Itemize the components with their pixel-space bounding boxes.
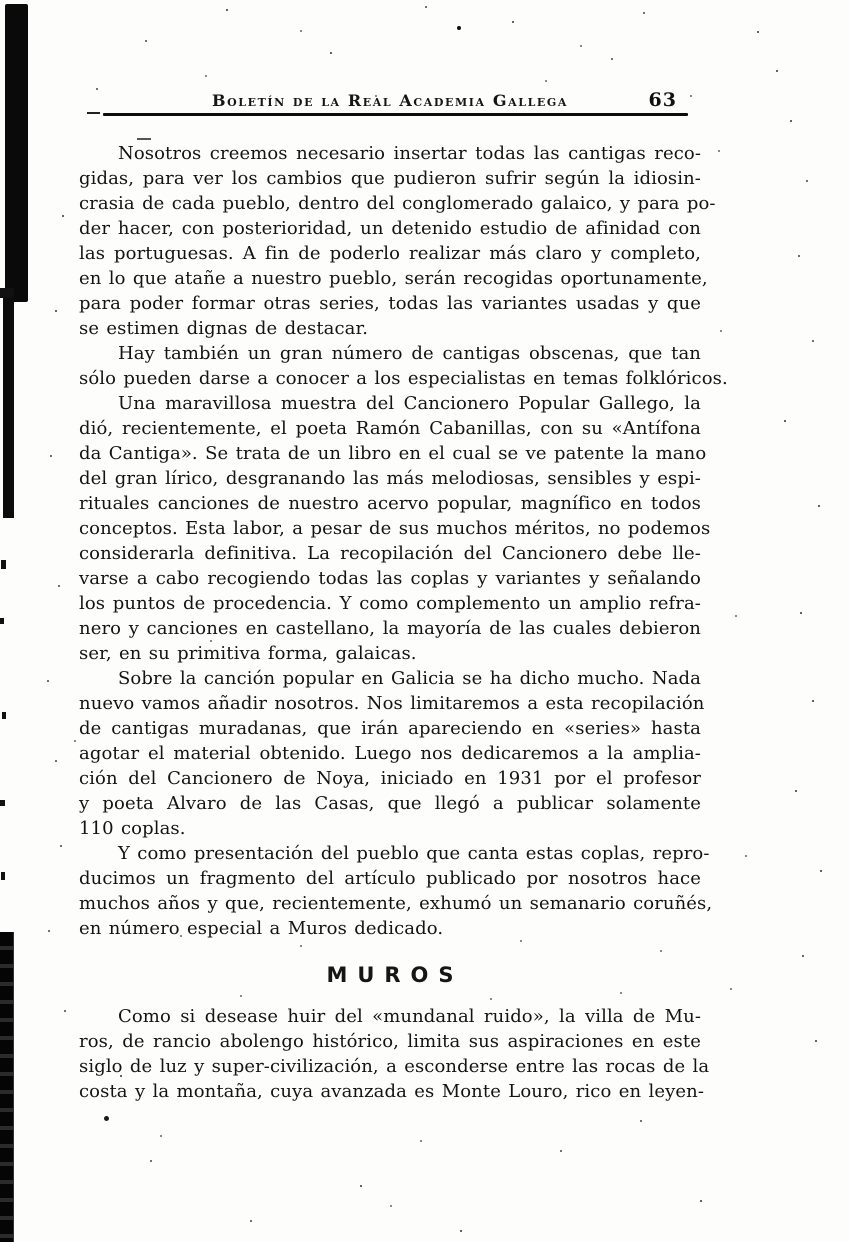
text-line: Como si desease huir del «mundanal ruido», la villa de Mu-	[118, 1006, 701, 1027]
paragraph	[79, 841, 713, 941]
page-number: 63	[648, 89, 677, 111]
text-line: Nosotros creemos necesario insertar todas las cantigas reco-	[118, 143, 701, 164]
scan-mark	[0, 288, 14, 298]
text-line: del gran lírico, desgranando las más melodiosas, sensibles y espi-	[79, 468, 701, 489]
text-line: ción del Cancionero de Noya, iniciado en 1931 por el profesor	[79, 768, 701, 789]
text-line: ros, de rancio abolengo histórico, limita sus aspiraciones en este	[79, 1031, 701, 1052]
text-line: en lo que atañe a nuestro pueblo, serán recogidas oportunamente,	[79, 268, 708, 289]
paragraph	[79, 666, 705, 841]
text-line: los puntos de procedencia. Y como complemento un amplio refra-	[79, 593, 701, 614]
text-line: nuevo vamos añadir nosotros. Nos limitaremos a esta recopilación	[79, 693, 705, 714]
journal-title: Boletín de la Real Academia Gallega	[211, 91, 569, 110]
paragraph	[79, 141, 716, 341]
scan-mark	[1, 872, 5, 880]
scan-mark	[137, 138, 151, 140]
text-line: rituales canciones de nuestro acervo popular, magnífico en todos	[79, 493, 701, 514]
text-line: muchos años y que, recientemente, exhumó un semanario coruñés,	[79, 893, 713, 914]
text-line: ser, en su primitiva forma, galaicas.	[79, 643, 417, 664]
text-line: nero y canciones en castellano, la mayoría de las cuales debieron	[79, 618, 701, 639]
text-line: considerarla definitiva. La recopilación del Cancionero debe lle-	[79, 543, 701, 564]
text-line: costa y la montaña, cuya avanzada es Monte Louro, rico en leyen-	[79, 1081, 705, 1102]
paragraph	[79, 341, 728, 391]
text-line: Hay también un gran número de cantigas obscenas, que tan	[118, 343, 701, 364]
text-line: se estimen dignas de destacar.	[79, 318, 369, 339]
paragraph	[79, 391, 711, 666]
text-line: siglo de luz y super-civilización, a esconderse entre las rocas de la	[79, 1056, 710, 1077]
header-rule-dash	[87, 112, 100, 114]
text-line: dió, recientemente, el poeta Ramón Cabanillas, con su «Antífona	[79, 418, 701, 439]
running-header	[79, 91, 701, 113]
section-heading-muros: MUROS	[326, 962, 464, 987]
text-line: der hacer, con posterioridad, un detenido estudio de afinidad con	[79, 218, 701, 239]
text-line: sólo pueden darse a conocer a los especialistas en temas folklóricos.	[79, 368, 728, 389]
binding-shadow-artifact	[3, 296, 14, 518]
text-line: varse a cabo recogiendo todas las coplas y variantes y señalando	[79, 568, 701, 589]
text-line: de cantigas muradanas, que irán apareciendo en «series» hasta	[79, 718, 701, 739]
text-line: en número especial a Muros dedicado.	[79, 918, 444, 939]
binding-shadow-artifact	[0, 932, 14, 1242]
scan-mark	[2, 712, 6, 719]
paragraph	[79, 1004, 710, 1104]
text-line: Una maravillosa muestra del Cancionero Popular Gallego, la	[118, 393, 701, 414]
text-line: gidas, para ver los cambios que pudieron sufrir según la idiosin-	[79, 168, 701, 189]
scan-mark	[0, 800, 5, 806]
ink-dot	[104, 1116, 109, 1121]
text-line: da Cantiga». Se trata de un libro en el cual se ve patente la mano	[79, 443, 707, 464]
text-line: agotar el material obtenido. Luego nos dedicaremos a la amplia-	[79, 743, 701, 764]
text-line: para poder formar otras series, todas las variantes usadas y que	[79, 293, 701, 314]
text-line: Y como presentación del pueblo que canta estas coplas, repro-	[118, 843, 710, 864]
text-line: ducimos un fragmento del artículo publicado por nosotros hace	[79, 868, 701, 889]
scan-noise	[0, 0, 2, 2]
text-line: 110 coplas.	[79, 818, 186, 839]
scan-mark	[0, 618, 4, 624]
text-line: Sobre la canción popular en Galicia se ha dicho mucho. Nada	[118, 668, 701, 689]
body-text	[79, 141, 728, 1104]
text-line: y poeta Alvaro de las Casas, que llegó a publicar solamente	[79, 793, 701, 814]
text-line: las portuguesas. A fin de poderlo realizar más claro y completo,	[79, 243, 701, 264]
text-line: crasia de cada pueblo, dentro del conglomerado galaico, y para po-	[79, 193, 716, 214]
binding-shadow-artifact	[5, 4, 28, 302]
text-line: conceptos. Esta labor, a pesar de sus muchos méritos, no podemos	[79, 518, 711, 539]
header-rule	[103, 113, 688, 116]
scan-mark	[1, 560, 6, 569]
